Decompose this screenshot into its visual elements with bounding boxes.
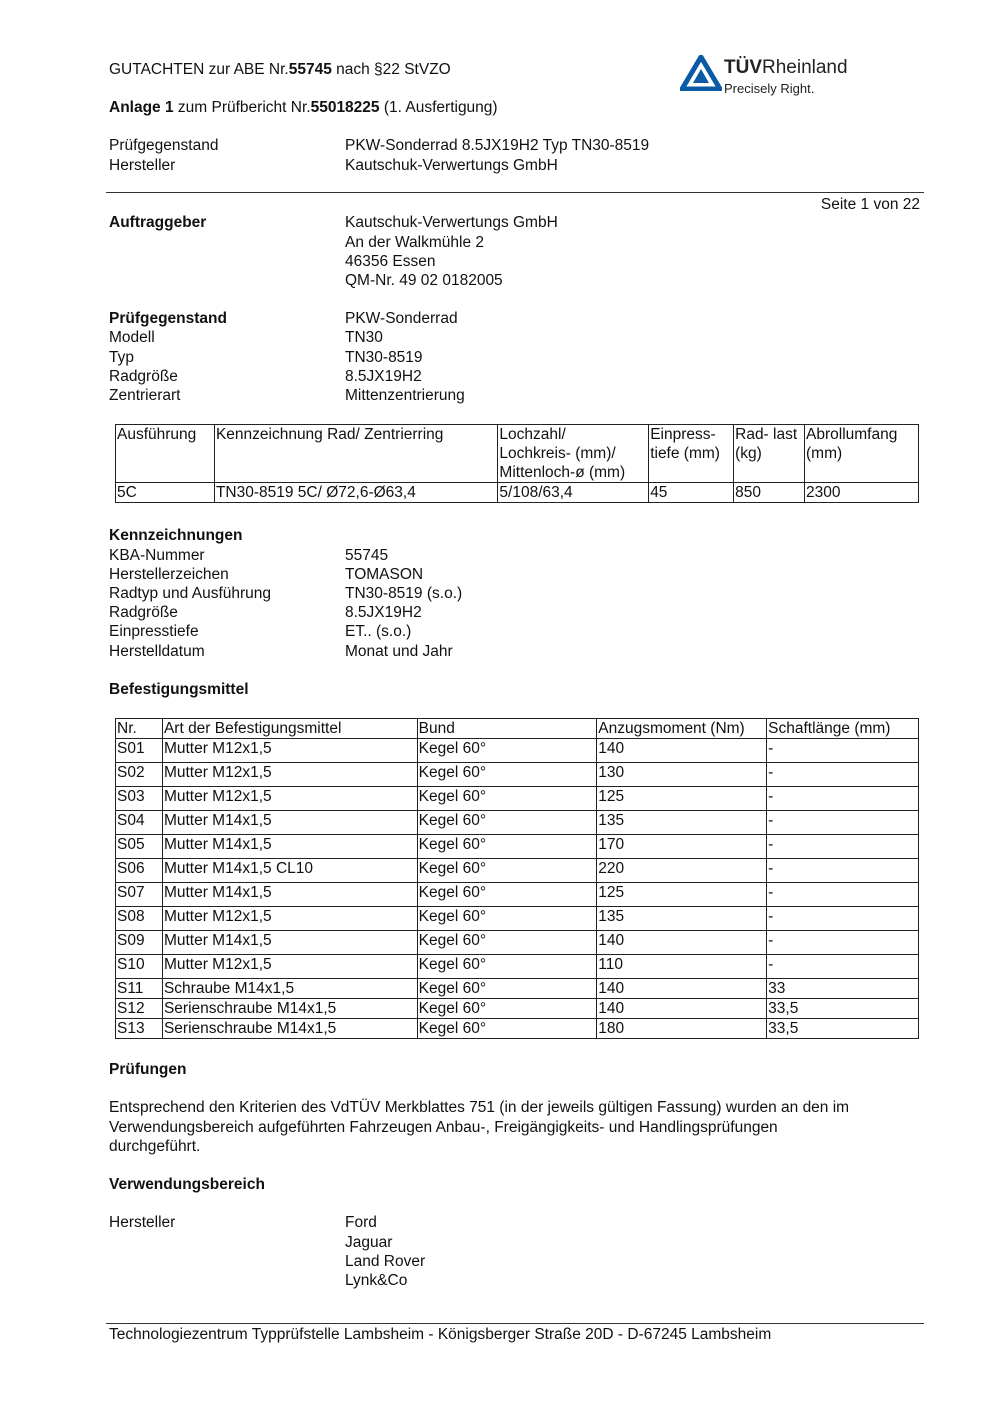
col-header: Bund <box>417 719 597 739</box>
cell: S08 <box>116 907 163 931</box>
col-header: Nr. <box>116 719 163 739</box>
cell: S10 <box>116 955 163 979</box>
cell: Schraube M14x1,5 <box>162 979 417 999</box>
kennzeichnung-item: Radtyp und Ausführung TN30-8519 (s.o.) <box>109 585 463 602</box>
cell: Kegel 60° <box>417 907 597 931</box>
pruefgegenstand-item: Zentrierart Mittenzentrierung <box>109 387 465 404</box>
cell: 170 <box>597 835 767 859</box>
cell: Mutter M14x1,5 <box>162 811 417 835</box>
table-row <box>116 859 919 883</box>
header-item: Hersteller Kautschuk-Verwertungs GmbH <box>109 156 558 174</box>
kennzeichnung-item: KBA-Nummer 55745 <box>109 546 389 564</box>
cell: 33,5 <box>767 1019 919 1039</box>
pruefungen-line: Verwendungsbereich aufgeführten Fahrzeugen Anbau-, Freigängigkeits- und Handlingsprüfungen <box>109 1119 778 1136</box>
hersteller-value: Lynk&Co <box>345 1272 408 1289</box>
cell: 140 <box>597 739 767 763</box>
cell: - <box>767 787 919 811</box>
cell: 45 <box>649 483 734 503</box>
table-row <box>116 811 919 835</box>
appendix-label: Anlage 1 <box>109 99 174 116</box>
cell: TN30-8519 5C/ Ø72,6-Ø63,4 <box>214 483 497 503</box>
cell: Mutter M14x1,5 <box>162 835 417 859</box>
cell: Kegel 60° <box>417 787 597 811</box>
tuv-triangle-icon <box>680 55 722 91</box>
cell: S09 <box>116 931 163 955</box>
title-prefix: GUTACHTEN zur ABE Nr. <box>109 61 289 78</box>
cell: Kegel 60° <box>417 739 597 763</box>
cell: Mutter M14x1,5 CL10 <box>162 859 417 883</box>
cell: Kegel 60° <box>417 931 597 955</box>
cell: Mutter M12x1,5 <box>162 907 417 931</box>
col-header: Schaftlänge (mm) <box>767 719 919 739</box>
cell: S12 <box>116 999 163 1019</box>
cell: 135 <box>597 907 767 931</box>
cell: S01 <box>116 739 163 763</box>
cell: Mutter M12x1,5 <box>162 739 417 763</box>
pruefgegenstand-heading: Prüfgegenstand PKW-Sonderrad <box>109 310 458 327</box>
cell: S06 <box>116 859 163 883</box>
kennzeichnungen-heading: Kennzeichnungen <box>109 527 243 544</box>
auftraggeber-line: An der Walkmühle 2 <box>345 234 484 251</box>
pruefgegenstand-item: Modell TN30 <box>109 329 383 346</box>
logo-brand: TÜVRheinland <box>724 57 848 78</box>
header-item: Prüfgegenstand PKW-Sonderrad 8.5JX19H2 Typ TN30-8519 <box>109 137 650 154</box>
col-header: Rad- last (kg) <box>734 425 805 483</box>
table-row <box>116 955 919 979</box>
auftraggeber-block: Auftraggeber Kautschuk-Verwertungs GmbH <box>109 214 558 231</box>
cell: Mutter M14x1,5 <box>162 931 417 955</box>
cell: - <box>767 931 919 955</box>
cell: 220 <box>597 859 767 883</box>
appendix-line <box>109 98 498 117</box>
table-row <box>116 883 919 907</box>
cell: - <box>767 763 919 787</box>
cell: Mutter M12x1,5 <box>162 787 417 811</box>
abe-number: 55745 <box>288 61 332 78</box>
cell: 850 <box>734 483 805 503</box>
col-header: Einpress- tiefe (mm) <box>649 425 734 483</box>
cell: Kegel 60° <box>417 859 597 883</box>
hersteller-row: Hersteller Ford <box>109 1214 377 1231</box>
table-row <box>116 763 919 787</box>
cell: Mutter M12x1,5 <box>162 955 417 979</box>
cell: - <box>767 955 919 979</box>
cell: 140 <box>597 979 767 999</box>
cell: Kegel 60° <box>417 979 597 999</box>
page-number: Seite 1 von 22 <box>820 196 920 213</box>
cell: Kegel 60° <box>417 955 597 979</box>
cell: 125 <box>597 883 767 907</box>
pruefgegenstand-item: Typ TN30-8519 <box>109 348 423 366</box>
table-row <box>116 907 919 931</box>
cell: Serienschraube M14x1,5 <box>162 1019 417 1039</box>
cell: 33 <box>767 979 919 999</box>
table-row <box>116 931 919 955</box>
cell: 2300 <box>805 483 919 503</box>
cell: Kegel 60° <box>417 811 597 835</box>
appendix-mid: zum Prüfbericht Nr. <box>173 99 311 116</box>
auftraggeber-line: 46356 Essen <box>345 253 436 270</box>
wheel-table-header <box>116 425 919 483</box>
befestigung-heading: Befestigungsmittel <box>109 681 249 698</box>
col-header: Anzugsmoment (Nm) <box>597 719 767 739</box>
cell: - <box>767 883 919 907</box>
cell: 5/108/63,4 <box>498 483 649 503</box>
appendix-suffix: (1. Ausfertigung) <box>379 99 498 116</box>
col-header: Abrollumfang (mm) <box>805 425 919 483</box>
table-row <box>116 787 919 811</box>
cell: S11 <box>116 979 163 999</box>
cell: - <box>767 739 919 763</box>
tuv-rheinland-logo <box>680 55 870 105</box>
kennzeichnung-item: Herstellerzeichen TOMASON <box>109 566 424 583</box>
cell: S13 <box>116 1019 163 1039</box>
logo-tagline: Precisely Right. <box>724 81 815 96</box>
cell: Kegel 60° <box>417 763 597 787</box>
col-header: Lochzahl/ Lochkreis- (mm)/ Mittenloch-ø (mm) <box>498 425 649 483</box>
pruefungen-line: Entsprechend den Kriterien des VdTÜV Merkblattes 751 (in der jeweils gültigen Fassung) wurden an den im <box>109 1099 850 1116</box>
kennzeichnung-item: Herstelldatum Monat und Jahr <box>109 642 453 660</box>
kennzeichnung-item: Einpresstiefe ET.. (s.o.) <box>109 623 412 640</box>
cell: 130 <box>597 763 767 787</box>
cell: Mutter M12x1,5 <box>162 763 417 787</box>
cell: Kegel 60° <box>417 999 597 1019</box>
title-suffix: nach §22 StVZO <box>331 61 451 78</box>
report-number: 55018225 <box>310 99 380 116</box>
cell: Kegel 60° <box>417 1019 597 1039</box>
kennzeichnung-item: Radgröße 8.5JX19H2 <box>109 604 422 621</box>
col-header: Kennzeichnung Rad/ Zentrierring <box>214 425 497 483</box>
table-row <box>116 979 919 999</box>
cell: - <box>767 859 919 883</box>
auftraggeber-label: Auftraggeber <box>109 214 207 231</box>
cell: - <box>767 811 919 835</box>
cell: 140 <box>597 931 767 955</box>
cell: S02 <box>116 763 163 787</box>
fastener-table-header <box>116 719 919 739</box>
table-row <box>116 999 919 1019</box>
verwendungsbereich-heading: Verwendungsbereich <box>109 1176 265 1193</box>
pruefgegenstand-item: Radgröße 8.5JX19H2 <box>109 368 422 385</box>
report-title-line <box>109 60 451 79</box>
cell: 110 <box>597 955 767 979</box>
table-row <box>116 739 919 763</box>
cell: 135 <box>597 811 767 835</box>
pruefungen-heading: Prüfungen <box>109 1061 187 1078</box>
cell: - <box>767 835 919 859</box>
table-row <box>116 483 919 503</box>
cell: 140 <box>597 999 767 1019</box>
cell: Kegel 60° <box>417 835 597 859</box>
hersteller-value: Jaguar <box>345 1233 393 1251</box>
footer-divider <box>106 1323 924 1324</box>
footer-text: Technologiezentrum Typprüfstelle Lambsheim - Königsberger Straße 20D - D-67245 Lambsheim <box>109 1326 772 1343</box>
cell: 5C <box>116 483 215 503</box>
cell: 33,5 <box>767 999 919 1019</box>
cell: 125 <box>597 787 767 811</box>
header-divider <box>106 192 924 193</box>
cell: 180 <box>597 1019 767 1039</box>
col-header: Ausführung <box>116 425 215 483</box>
hersteller-value: Land Rover <box>345 1253 426 1270</box>
table-row <box>116 1019 919 1039</box>
col-header: Art der Befestigungsmittel <box>162 719 417 739</box>
cell: S04 <box>116 811 163 835</box>
cell: S03 <box>116 787 163 811</box>
cell: Mutter M14x1,5 <box>162 883 417 907</box>
table-row <box>116 835 919 859</box>
cell: S07 <box>116 883 163 907</box>
cell: Kegel 60° <box>417 883 597 907</box>
wheel-table <box>115 424 919 503</box>
cell: S05 <box>116 835 163 859</box>
auftraggeber-line: QM-Nr. 49 02 0182005 <box>345 272 503 289</box>
cell: - <box>767 907 919 931</box>
cell: Serienschraube M14x1,5 <box>162 999 417 1019</box>
fastener-table <box>115 718 919 1039</box>
pruefungen-line: durchgeführt. <box>109 1138 201 1155</box>
